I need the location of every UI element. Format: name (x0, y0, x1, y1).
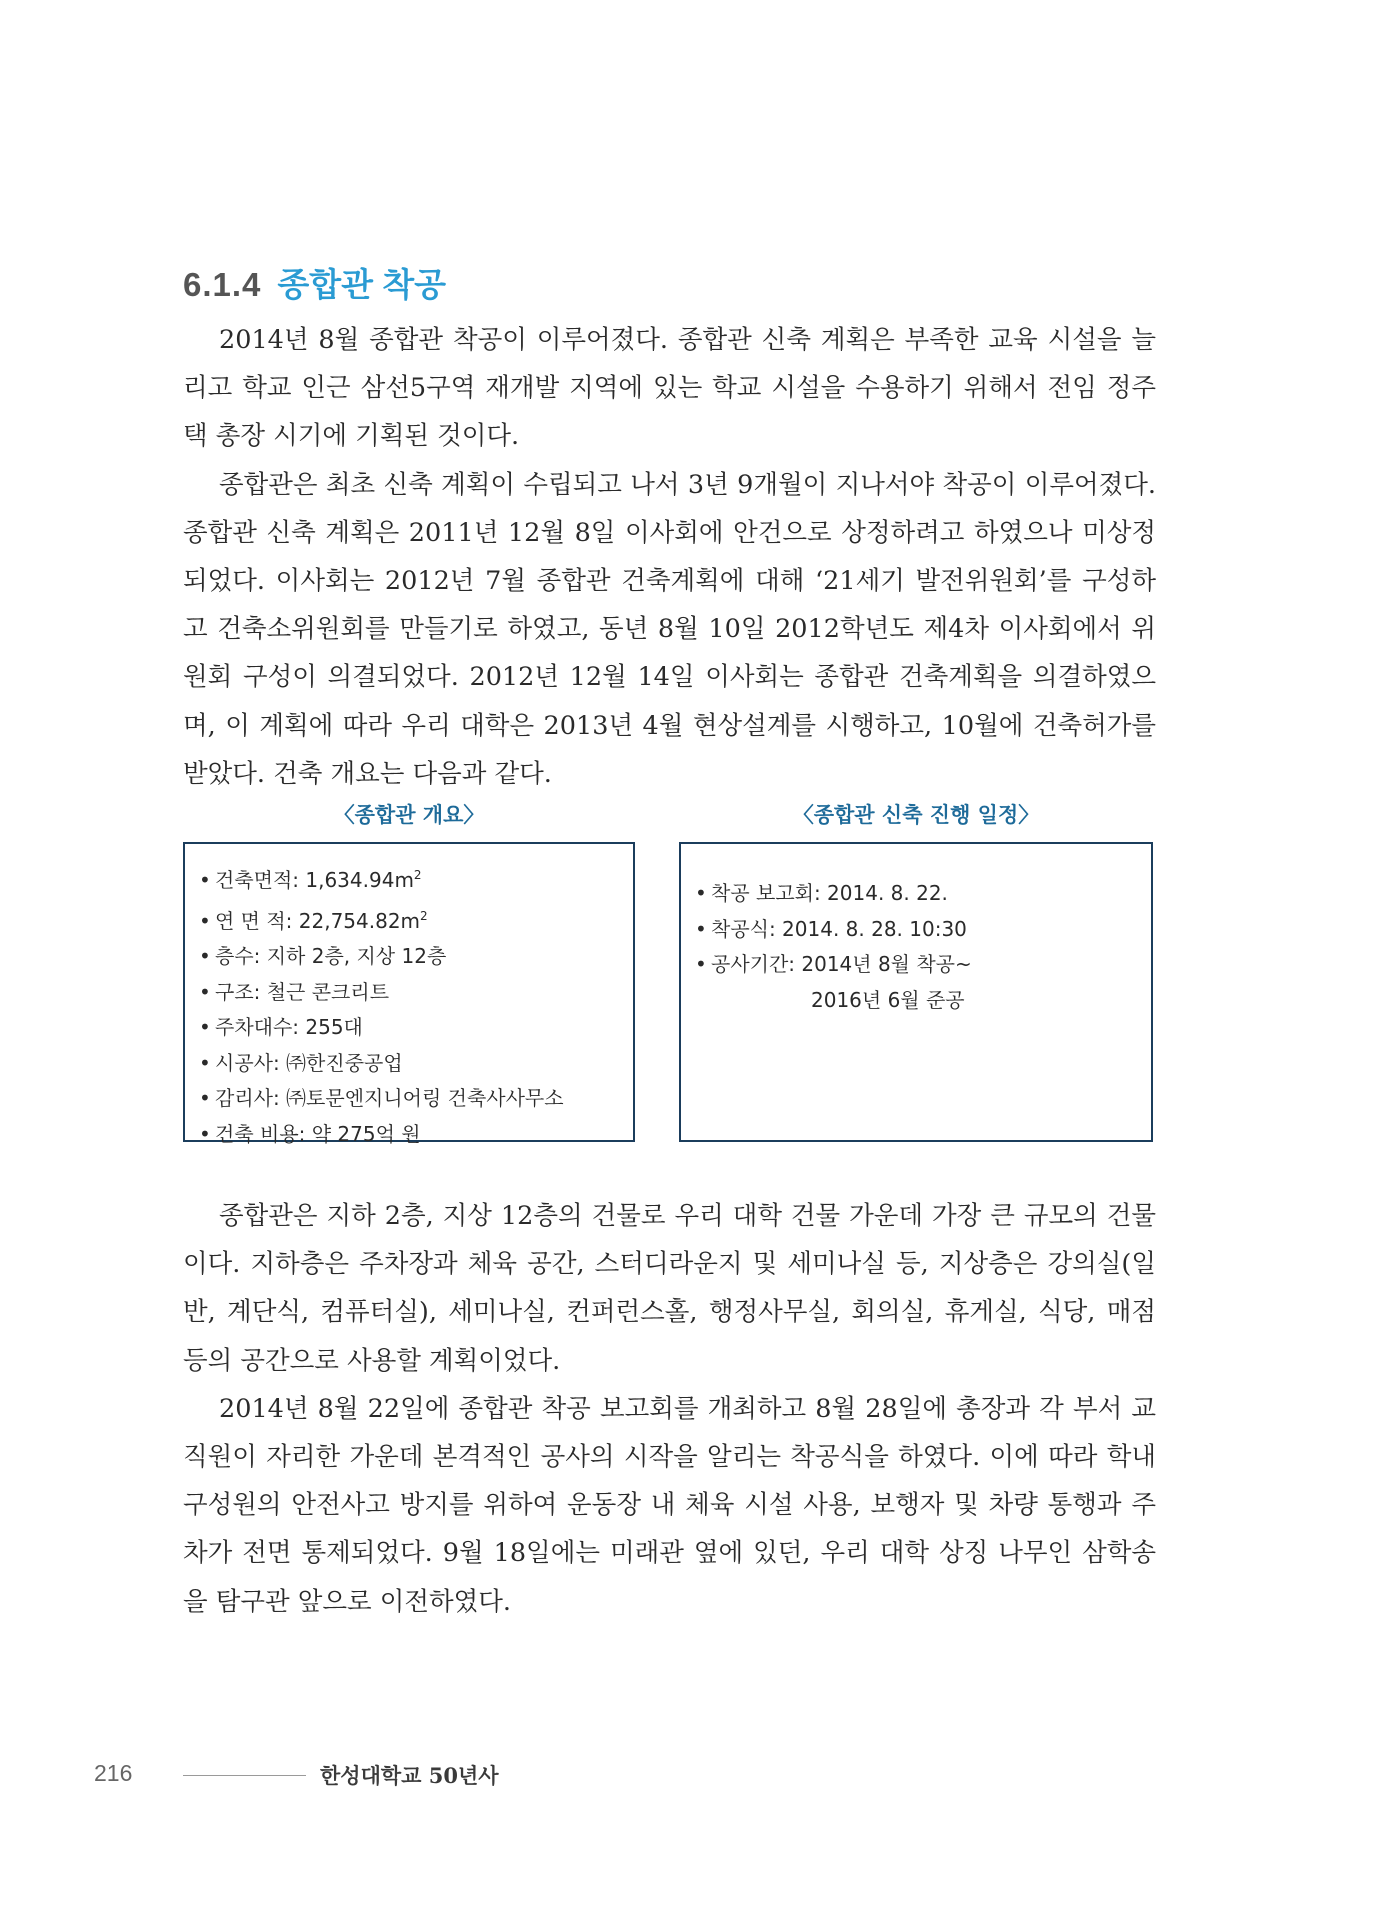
list-item: • 층수: 지하 2층, 지상 12층 (199, 939, 633, 975)
list-item: • 주차대수: 255대 (199, 1010, 633, 1046)
list-item: • 공사기간: 2014년 8월 착공~ 2016년 6월 준공 (695, 947, 1151, 1018)
list-item: • 건축 비용: 약 275억 원 (199, 1117, 633, 1153)
paragraph: 2014년 8월 종합관 착공이 이루어졌다. 종합관 신축 계획은 부족한 교육 시설을 늘리고 학교 인근 삼선5구역 재개발 지역에 있는 학교 시설을 수용하기 위해서 전임 정주택 총장 시기에 기획된 것이다. (183, 325, 1156, 452)
paragraph: 종합관은 지하 2층, 지상 12층의 건물로 우리 대학 건물 가운데 가장 큰 규모의 건물이다. 지하층은 주차장과 체육 공간, 스터디라운지 및 세미나실 등, 지상층은 강의실(일반, 계단식, 컴퓨터실), 세미나실, 컨퍼런스홀, 행정사무실, 회의실, 휴게실, 식당, 매점 등의 공간으로 사용할 계획이었다. (183, 1201, 1156, 1376)
bullet-icon: • (199, 979, 211, 1004)
overview-box (183, 842, 635, 1146)
footer-divider (183, 1775, 306, 1776)
superscript: 2 (413, 868, 422, 882)
bullet-icon: • (199, 944, 211, 968)
bullet-icon: • (199, 1015, 211, 1039)
schedule-box (679, 842, 1153, 1142)
body-paragraphs-top (183, 316, 1156, 798)
section-number: 6.1.4 (183, 266, 262, 304)
section-title: 종합관 착공 (277, 266, 446, 304)
bullet-icon: • (695, 881, 707, 905)
paragraph: 2014년 8월 22일에 종합관 착공 보고회를 개최하고 8월 28일에 총장과 각 부서 교직원이 자리한 가운데 본격적인 공사의 시작을 알리는 착공식을 하였다. 이에 따라 학내 구성원의 안전사고 방지를 위하여 운동장 내 체육 시설 사용, 보행자 및 차량 통행과 주차가 전면 통제되었다. 9월 18일에는 미래관 옆에 있던, 우리 대학 상징 나무인 삼학송을 탐구관 앞으로 이전하였다. (183, 1393, 1156, 1617)
list-item: • 구조: 철근 콘크리트 (199, 975, 633, 1011)
bullet-icon: • (199, 1121, 211, 1146)
schedule-continuation: 2016년 6월 준공 (811, 987, 965, 1012)
overview-list (199, 858, 633, 1152)
bullet-icon: • (199, 1050, 211, 1075)
bullet-icon: • (199, 908, 211, 933)
superscript: 2 (420, 908, 428, 923)
bullet-icon: • (695, 916, 707, 941)
page-footer (0, 1760, 1400, 1800)
bullet-icon: • (695, 952, 707, 976)
schedule-box-title: 〈종합관 신축 진행 일정〉 (792, 803, 1040, 827)
section-heading (183, 259, 446, 306)
list-item: • 착공식: 2014. 8. 28. 10:30 (695, 912, 1151, 948)
body-paragraphs-bottom (183, 1192, 1156, 1626)
list-item: • 연 면 적: $22,754.82m^2$ (199, 899, 633, 940)
overview-box-title: 〈종합관 개요〉 (333, 803, 485, 827)
paragraph: 종합관은 최초 신축 계획이 수립되고 나서 3년 9개월이 지나서야 착공이 이루어졌다. 종합관 신축 계획은 2011년 12월 8일 이사회에 안건으로 상정하려고 하였으나 미상정되었다. 이사회는 2012년 7월 종합관 건축계획에 대해 ‘21세기 발전위원회’를 구성하고 건축소위원회를 만들기로 하였고, 동년 8월 10일 2012학년도 제4차 이사회에서 위원회 구성이 의결되었다. 2012년 12월 14일 이사회는 종합관 건축계획을 의결하였으며, 이 계획에 따라 우리 대학은 2013년 4월 현상설계를 시행하고, 10월에 건축허가를 받았다. 건축 개요는 다음과 같다. (183, 469, 1156, 789)
list-item: • 시공사: ㈜한진중공업 (199, 1046, 633, 1082)
schedule-list (695, 876, 1151, 1018)
book-title: 한성대학교 50년사 (320, 1763, 499, 1788)
bullet-icon: • (199, 868, 211, 892)
bullet-icon: • (199, 1086, 211, 1110)
list-item: • 건축면적: $1,634.94m^2$ (199, 858, 633, 899)
list-item: • 착공 보고회: 2014. 8. 22. (695, 876, 1151, 912)
page-number: 216 (94, 1760, 133, 1786)
list-item: • 감리사: ㈜토문엔지니어링 건축사사무소 (199, 1081, 633, 1117)
